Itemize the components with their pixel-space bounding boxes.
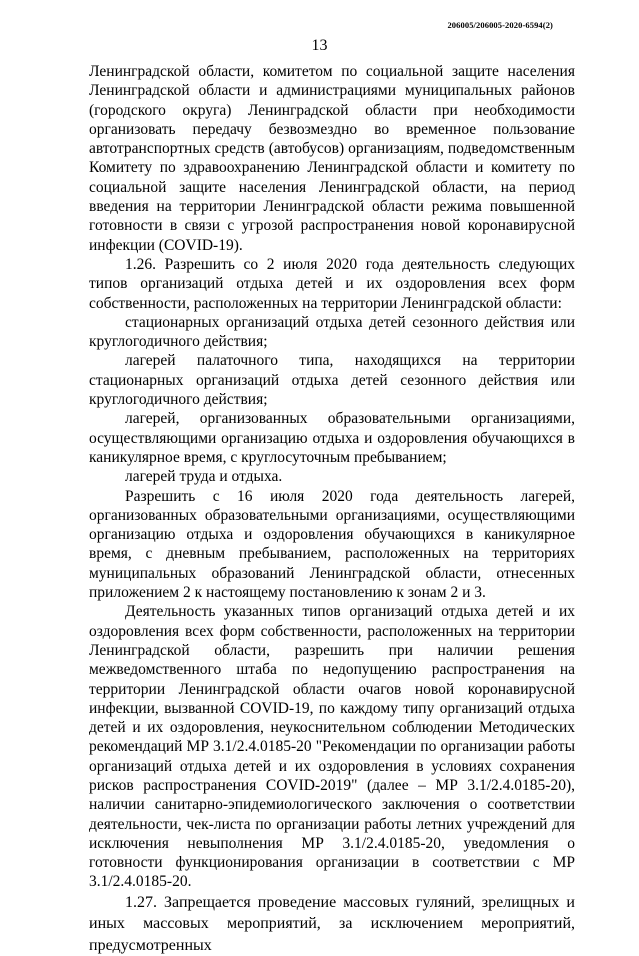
paragraph-1-27: 1.27. Запрещается проведение массовых гуляний, зрелищных и иных массовых мероприятий, за исключением мероприятий, предусмотренных <box>89 893 575 954</box>
page-number: 13 <box>311 37 328 54</box>
paragraph-labor-camps: лагерей труда и отдыха. <box>125 468 283 486</box>
document-body <box>89 62 575 956</box>
paragraph-transport: Ленинградской области, комитетом по социальной защите населения Ленинградской области и администрациями муниципальных районов (городского округа) Ленинградской области при необходимости организовать передачу безвозмездно во временное пользование автотранспортных средств (автобусов) организациям, подведомственным Комитету по здравоохранению Ленинградской области и комитету по социальной защите населения Ленинградской области, на период введения на территории Ленинградской области режима повышенной готовности в связи с угрозой распространения новой коронавирусной инфекции (COVID-19). <box>89 63 575 254</box>
paragraph-1-26: 1.26. Разрешить со 2 июля 2020 года деятельность следующих типов организаций отдыха детей и их оздоровления всех форм собственности, расположенных на территории Ленинградской области: <box>89 255 575 312</box>
document-code: 206005/206005-2020-6594(2) <box>447 20 553 30</box>
paragraph-day-camps: Разрешить с 16 июля 2020 года деятельность лагерей, организованных образовательными организациями, осуществляющими организацию отдыха и оздоровления обучающихся в каникулярное время, с дневным пребыванием, расположенных на территориях муниципальных образований Ленинградской области, отнесенных приложением 2 к настоящему постановлению к зонам 2 и 3. <box>89 487 575 602</box>
paragraph-stationary-camps: стационарных организаций отдыха детей сезонного действия или круглогодичного действия; <box>89 313 575 351</box>
paragraph-school-camps-overnight: лагерей, организованных образовательными организациями, осуществляющими организацию отдыха и оздоровления обучающихся в каникулярное время, с круглосуточным пребыванием; <box>89 410 575 466</box>
paragraph-conditions: Деятельность указанных типов организаций отдыха детей и их оздоровления всех форм собственности, расположенных на территории Ленинградской области, разрешить при наличии решения межведомственного штаба по недопущению распространения на территории Ленинградской области очагов новой коронавирусной инфекции, вызванной COVID-19, по каждому типу организаций отдыха детей и их оздоровления, неукоснительном соблюдении Методических рекомендаций МР 3.1/2.4.0185-20 "Рекомендации по организации работы организаций отдыха детей и их оздоровления в условиях сохранения рисков распространения COVID-2019" (далее – МР 3.1/2.4.0185-20), наличии санитарно-эпидемиологического заключения о соответствии деятельности, чек-листа по организации работы летних учреждений для исключения невыполнения МР 3.1/2.4.0185-20, уведомления о готовности функционирования организации в соответствии с МР 3.1/2.4.0185-20. <box>89 603 575 891</box>
paragraph-tent-camps: лагерей палаточного типа, находящихся на территории стационарных организаций отдыха детей сезонного действия или круглогодичного действия; <box>89 352 575 409</box>
